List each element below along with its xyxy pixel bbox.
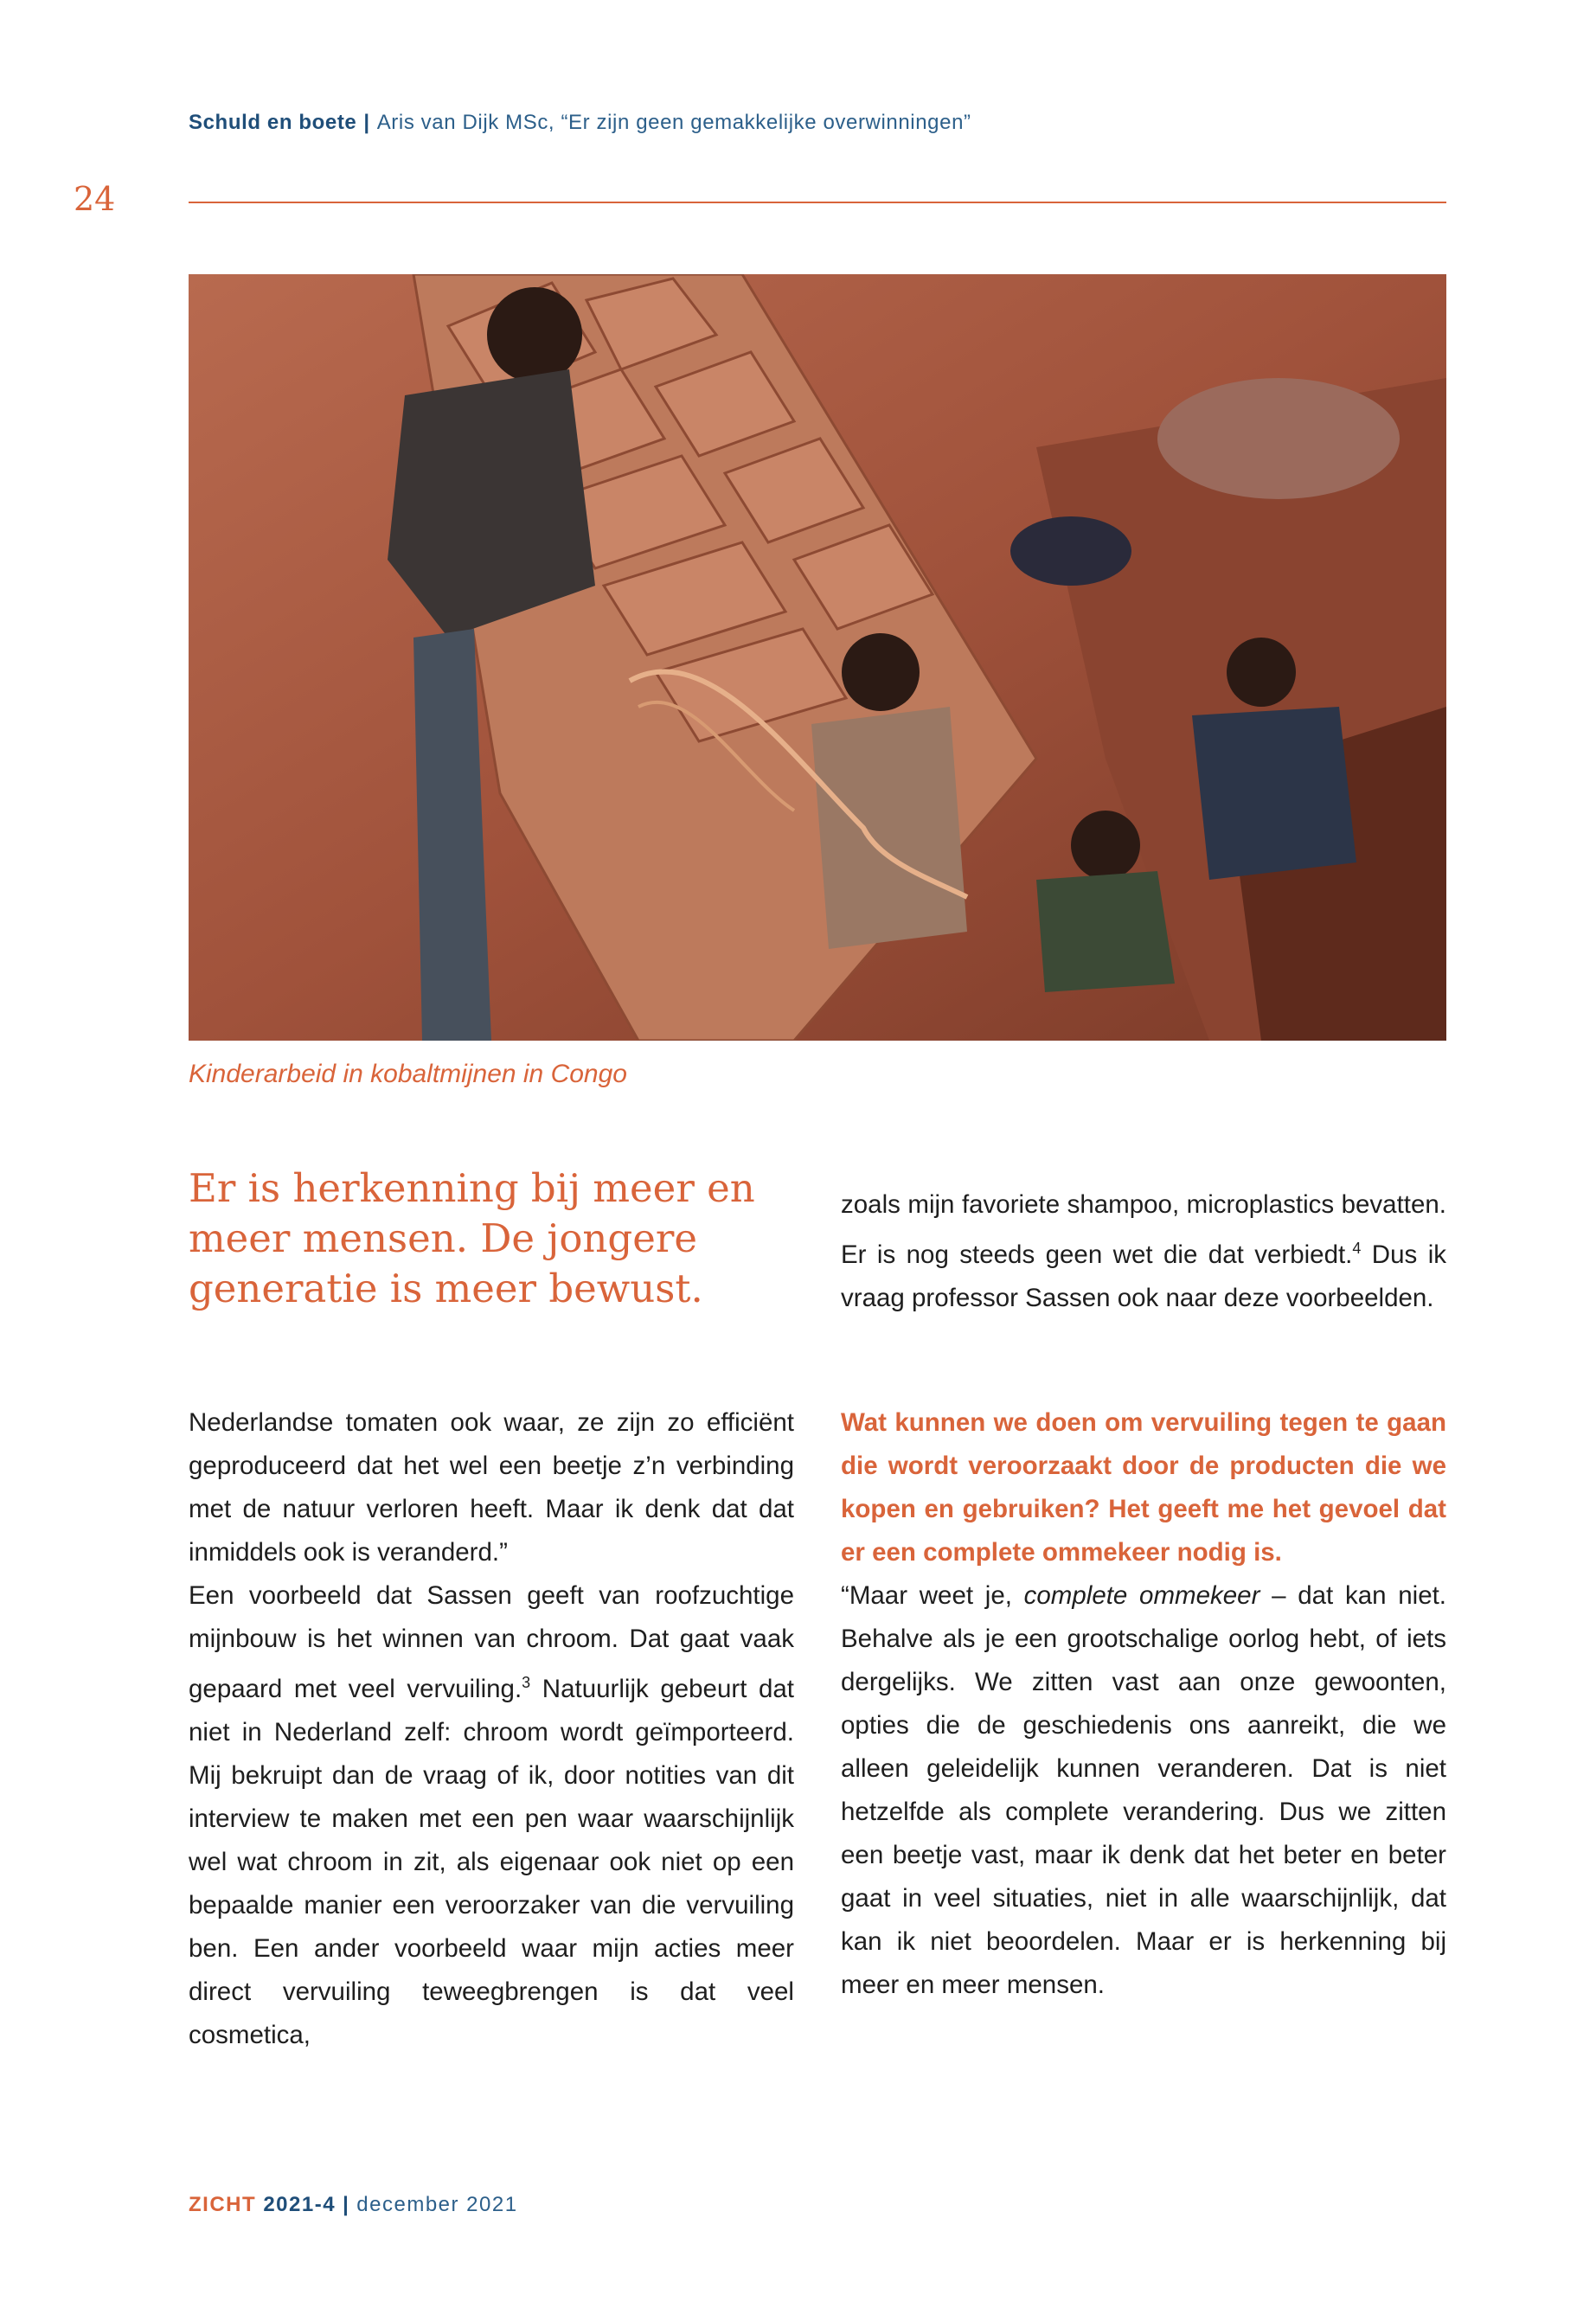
article-subtitle: Aris van Dijk MSc, “Er zijn geen gemakkelijke overwinningen” — [376, 111, 971, 134]
header-rule — [189, 202, 1446, 203]
right-top-paragraph — [841, 1183, 1446, 1320]
issue-number: 2021-4 — [263, 2193, 337, 2216]
right-column — [841, 1401, 1446, 2007]
right-top-text-b: Dus ik vraag professor Sassen ook naar deze voorbeelden. — [841, 1240, 1446, 1312]
running-header — [189, 111, 971, 135]
mine-photo-illustration — [189, 274, 1446, 1041]
left-paragraph-2 — [189, 1574, 794, 2057]
page-footer — [189, 2193, 518, 2217]
answer-emphasis: complete ommekeer — [1023, 1581, 1260, 1610]
footnote-ref-4: 4 — [1352, 1240, 1362, 1257]
section-title: Schuld en boete — [189, 111, 357, 134]
left-p2-text-a: Een voorbeeld dat Sassen geeft van roofzuchtige mijnbouw is het winnen van chroom. Dat gaat vaak gepaard met veel vervuiling. — [189, 1581, 794, 1703]
answer-text-b: – dat kan niet. Behalve als je een grootschalige oorlog hebt, of iets dergelijks. We zitten vast aan onze gewoonten, opties die de geschiedenis ons aanreikt, die we alleen geleidelijk kunnen veranderen. Dat is niet hetzelfde als complete verandering. Dus we zitten een beetje vast, maar ik denk dat het beter en beter gaat in veel situaties, niet in alle waarschijnlijk, dat kan ik niet beoordelen. Maar er is herkenning bij meer en meer mensen. — [841, 1581, 1446, 1999]
page-number: 24 — [74, 180, 116, 218]
photo-caption: Kinderarbeid in kobaltmijnen in Congo — [189, 1060, 627, 1088]
answer-text-a: “Maar weet je, — [841, 1581, 1024, 1610]
interview-answer — [841, 1574, 1446, 2007]
left-paragraph-1: Nederlandse tomaten ook waar, ze zijn zo efficiënt geproduceerd dat het wel een beetje z’n verbinding met de natuur verloren heeft. Maar ik denk dat dat inmiddels ook is veranderd.” — [189, 1408, 794, 1567]
left-p2-text-b: Natuurlijk gebeurt dat niet in Nederland zelf: chroom wordt geïmporteerd. Mij bekruipt dan de vraag of ik, door notities van dit interview te maken met een pen waar waarschijnlijk wel wat chroom in zit, als eigenaar ook niet op een bepaalde manier een veroorzaker van die vervuiling ben. Een ander voorbeeld waar mijn acties meer direct vervuiling teweegbrengen is dat veel cosmetica, — [189, 1674, 795, 2049]
footer-separator: | — [343, 2193, 350, 2216]
left-column — [189, 1401, 794, 2057]
header-separator: | — [363, 111, 370, 134]
pull-quote: Er is herkenning bij meer en meer mensen. De jongere generatie is meer bewust. — [189, 1165, 755, 1311]
mine-photo — [189, 274, 1446, 1041]
interview-question: Wat kunnen we doen om vervuiling tegen te gaan die wordt veroorzaakt door de producten die we kopen en gebruiken? Het geeft me het gevoel dat er een complete ommekeer nodig is. — [841, 1408, 1446, 1567]
issue-date: december 2021 — [356, 2193, 518, 2216]
magazine-name: ZICHT — [189, 2193, 257, 2216]
footnote-ref-3: 3 — [522, 1674, 531, 1691]
right-column-top — [841, 1183, 1446, 1320]
right-top-text-a: zoals mijn favoriete shampoo, microplastics bevatten. Er is nog steeds geen wet die dat verbiedt. — [841, 1190, 1446, 1269]
